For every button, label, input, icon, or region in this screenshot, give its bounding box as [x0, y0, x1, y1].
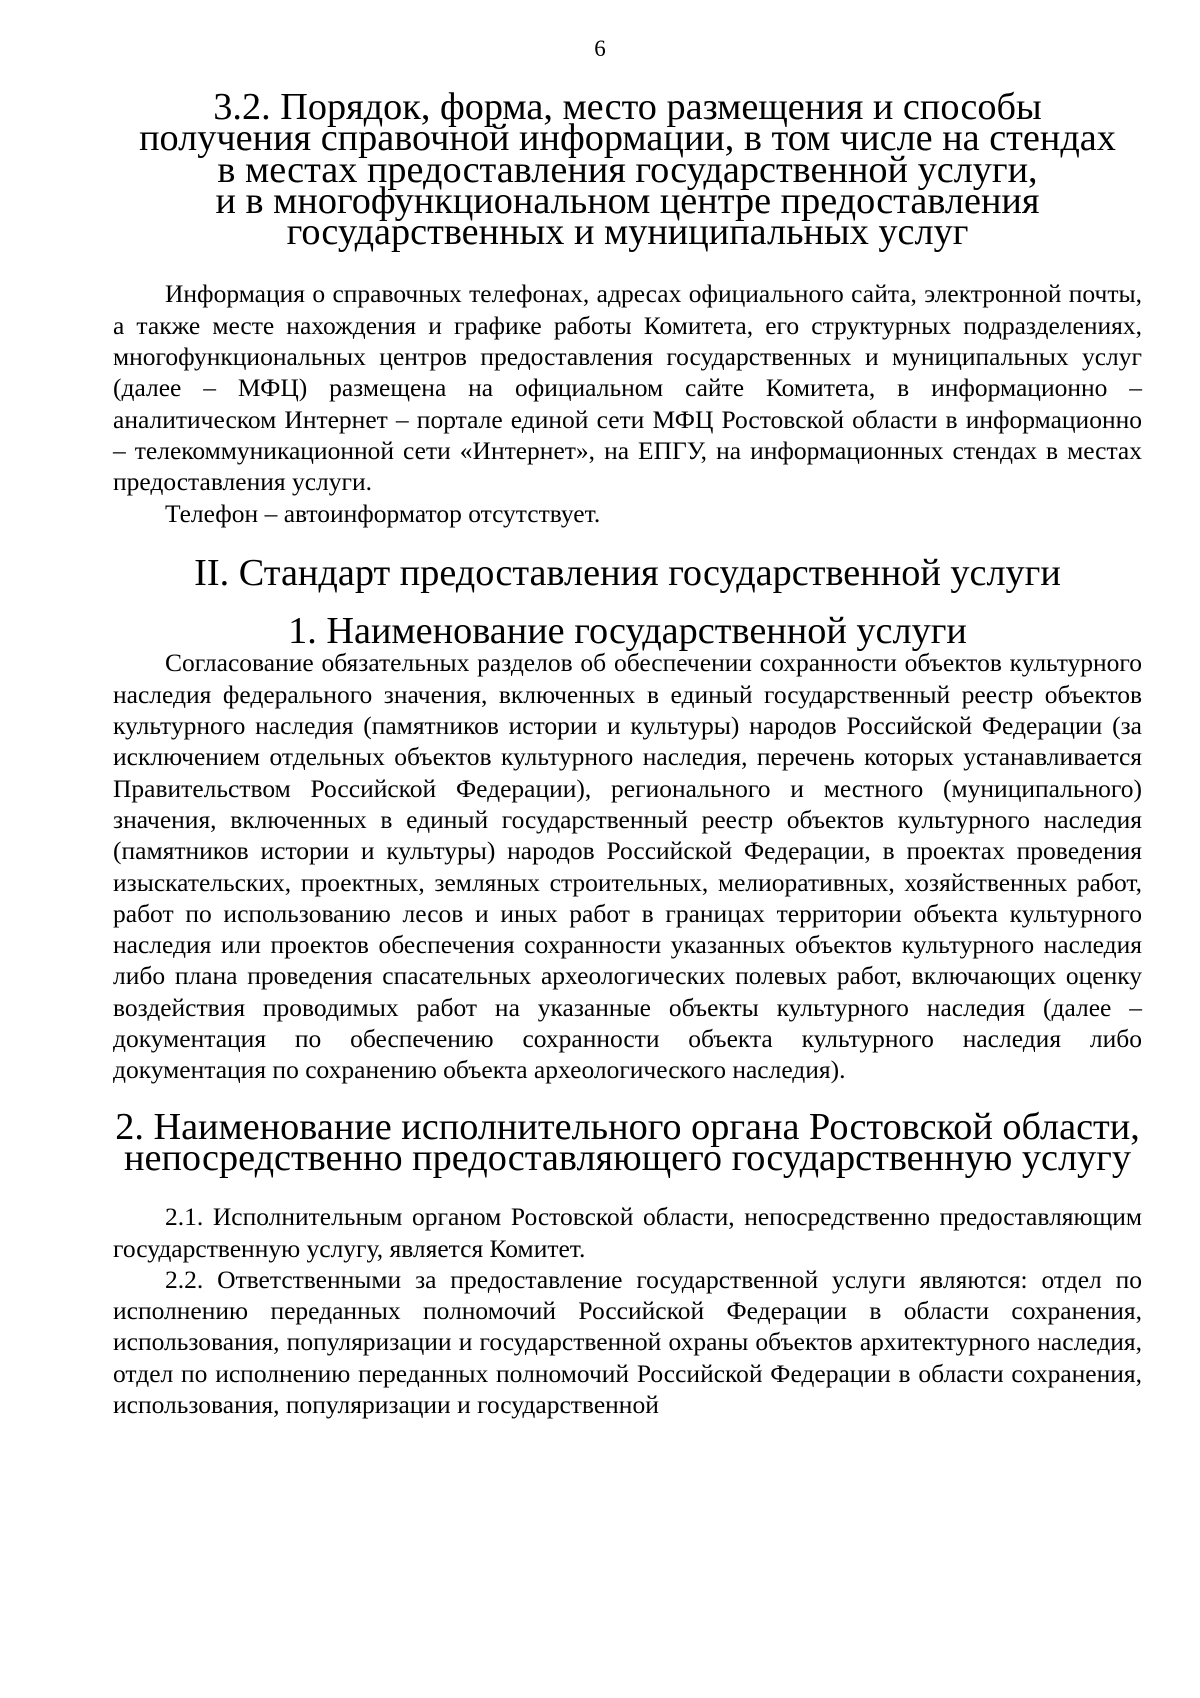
heading-line: государственных и муниципальных услуг — [286, 211, 969, 254]
section-ii-heading — [113, 551, 1142, 594]
heading-line: в местах предоставления государственной услуги, — [217, 148, 1038, 191]
heading-line: 3.2. Порядок, форма, место размещения и способы — [213, 86, 1042, 128]
heading-line: непосредственно предоставляющего государственную услугу — [124, 1136, 1131, 1179]
heading-line: и в многофункциональном центре предоставления — [215, 179, 1040, 222]
document-body — [113, 86, 1142, 1420]
service-name-paragraph: Согласование обязательных разделов об обеспечении сохранности объектов культурного наследия федерального значения, включенных в единый государственный реестр объектов культурного наследия (памятников истории и культуры) народов Российской Федерации (за исключением отдельных объектов культурного наследия, перечень которых устанавливается Правительством Российской Федерации), регионального и местного (муниципального) значения, включенных в единый государственный реестр объектов культурного наследия (памятников истории и культуры) народов Российской Федерации, в проектах проведения изыскательских, проектных, земляных строительных, мелиоративных, хозяйственных работ, работ по использованию лесов и иных работ в границах территории объекта культурного наследия или проектов обеспечения сохранности указанных объектов культурного наследия либо плана проведения спасательных археологических полевых работ, включающих оценку воздействия проводимых работ на указанные объекты культурного наследия (далее – документация по обеспечению сохранности объекта культурного наследия либо документация по сохранению объекта археологического наследия). — [113, 648, 1142, 1085]
paragraph-2-2: 2.2. Ответственными за предоставление государственной услуги являются: отдел по исполнению переданных полномочий Российской Федерации в области сохранения, использования, популяризации и государственной охраны объектов архитектурного наследия, отдел по исполнению переданных полномочий Российской Федерации в области сохранения, использования, популяризации и государственной — [113, 1264, 1142, 1419]
heading-line: 2. Наименование исполнительного органа Ростовской области, — [115, 1105, 1140, 1148]
section-2-heading — [113, 1105, 1142, 1179]
paragraph-2-1: 2.1. Исполнительным органом Ростовской области, непосредственно предоставляющим государственную услугу, является Комитет. — [113, 1202, 1142, 1263]
section-3-2-heading — [113, 86, 1142, 254]
heading-line: 1. Наименование государственной услуги — [288, 610, 967, 653]
info-contacts-paragraph: Информация о справочных телефонах, адресах официального сайта, электронной почты, а также месте нахождения и графике работы Комитета, его структурных подразделениях, многофункциональных центров предоставления государственных и муниципальных услуг (далее – МФЦ) размещена на официальном сайте Комитета, в информационно – аналитическом Интернет – портале единой сети МФЦ Ростовской области в информационно – телекоммуникационной сети «Интернет», на ЕПГУ, на информационных стендах в местах предоставления услуги. — [113, 279, 1142, 497]
heading-line: получения справочной информации, в том числе на стендах — [139, 117, 1116, 160]
heading-line: II. Стандарт предоставления государственной услуги — [194, 551, 1061, 594]
autoinformer-paragraph: Телефон – автоинформатор отсутствует. — [165, 498, 601, 528]
section-1-heading — [113, 610, 1142, 653]
page-number: 6 — [594, 36, 606, 61]
